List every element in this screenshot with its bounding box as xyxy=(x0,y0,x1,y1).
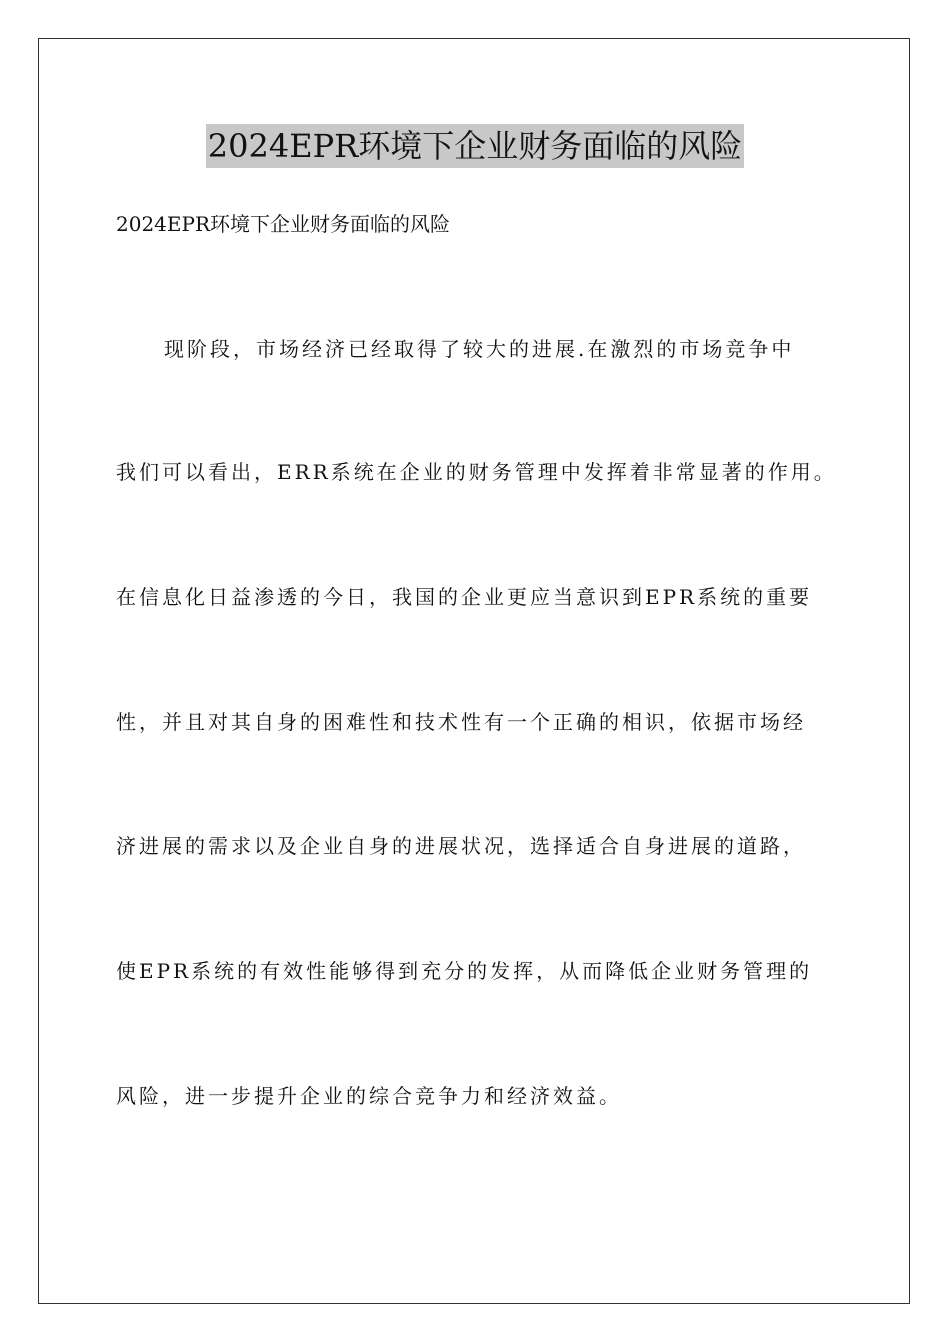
document-title: 2024EPR环境下企业财务面临的风险 xyxy=(206,124,744,168)
title-container xyxy=(0,124,950,168)
paragraph-line-6: 使EPR系统的有效性能够得到充分的发挥，从而降低企业财务管理的 xyxy=(116,959,813,983)
paragraph-line-2: 我们可以看出，ERR系统在企业的财务管理中发挥着非常显著的作用。 xyxy=(116,460,837,484)
paragraph-line-3: 在信息化日益渗透的今日，我国的企业更应当意识到EPR系统的重要 xyxy=(116,585,813,609)
paragraph-line-5: 济进展的需求以及企业自身的进展状况，选择适合自身进展的道路， xyxy=(116,834,806,858)
paragraph-line-7: 风险，进一步提升企业的综合竞争力和经济效益。 xyxy=(116,1084,622,1108)
paragraph-line-4: 性，并且对其自身的困难性和技术性有一个正确的相识，依据市场经 xyxy=(116,710,806,734)
paragraph-line-1: 现阶段，市场经济已经取得了较大的进展.在激烈的市场竞争中 xyxy=(164,337,795,361)
document-subtitle: 2024EPR环境下企业财务面临的风险 xyxy=(116,212,451,236)
